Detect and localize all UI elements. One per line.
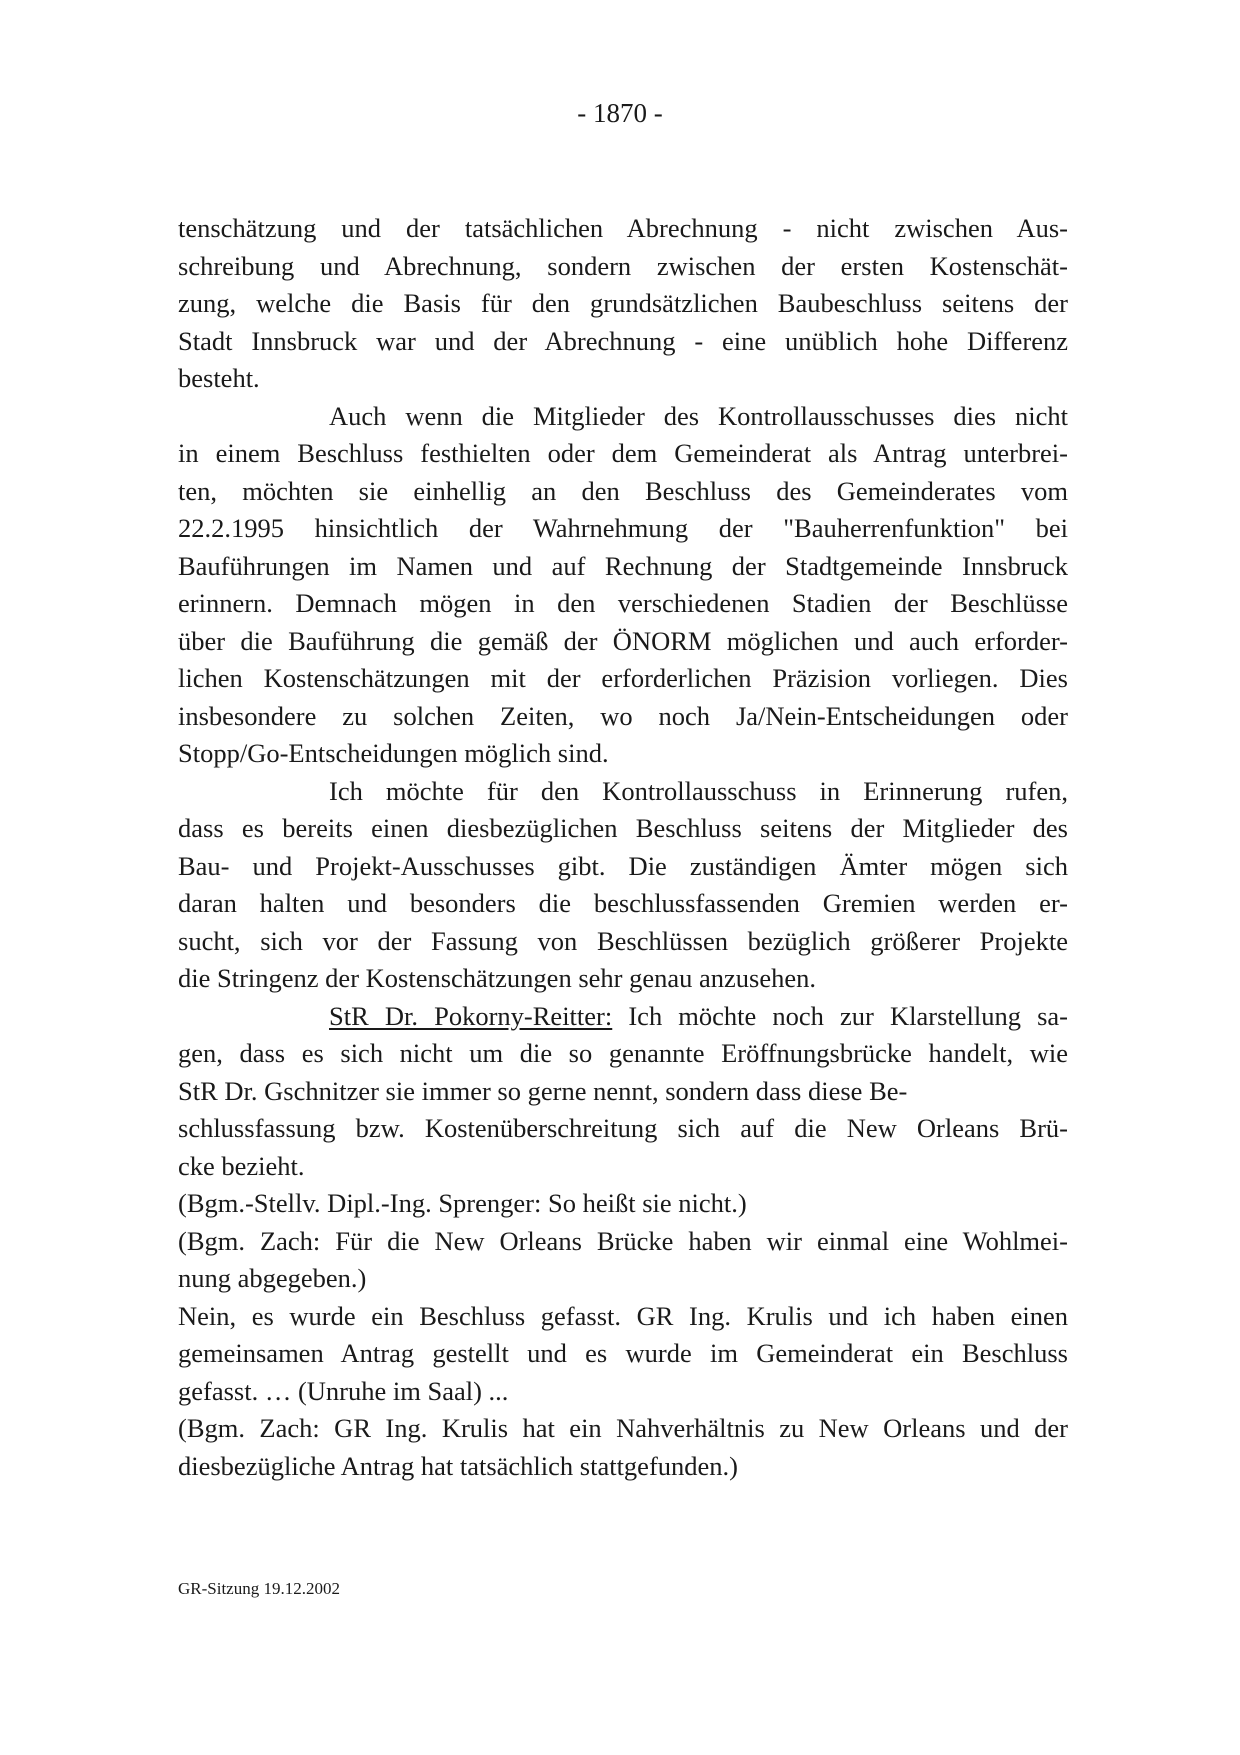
line-text: gemeinsamen Antrag gestellt und es wurde im Gemeinderat ein Beschluss <box>178 1338 1068 1368</box>
line-text: Bau- und Projekt-Ausschusses gibt. Die zuständigen Ämter mögen sich <box>178 850 1068 881</box>
text-line <box>178 435 1068 473</box>
text-line <box>178 960 1068 998</box>
line-text: diesbezügliche Antrag hat tatsächlich stattgefunden.) <box>178 1450 738 1481</box>
line-text: Nein, es wurde ein Beschluss gefasst. GR Ing. Krulis und ich haben einen <box>178 1300 1068 1331</box>
line-text: über die Bauführung die gemäß der ÖNORM möglichen und auch erforder- <box>178 625 1068 656</box>
line-text: cke bezieht. <box>178 1150 305 1181</box>
text-line <box>178 585 1068 623</box>
line-text: (Bgm. Zach: Für die New Orleans Brücke haben wir einmal eine Wohlmei- <box>178 1225 1068 1256</box>
page-number: - 1870 - <box>577 98 663 128</box>
line-text: lichen Kostenschätzungen mit der erforderlichen Präzision vorliegen. Dies <box>178 663 1068 693</box>
text-line <box>178 885 1068 923</box>
line-text: Stadt Innsbruck war und der Abrechnung - eine unüblich hohe Differenz <box>178 325 1068 356</box>
footer: GR-Sitzung 19.12.2002 <box>178 1579 340 1598</box>
line-text: daran halten und besonders die beschlussfassenden Gremien werden er- <box>178 888 1068 918</box>
text-line <box>178 1185 1068 1223</box>
line-text: 22.2.1995 hinsichtlich der Wahrnehmung der "Bauherrenfunktion" bei <box>178 513 1068 543</box>
line-text: gen, dass es sich nicht um die so genannte Eröffnungsbrücke handelt, wie <box>178 1038 1068 1068</box>
text-line <box>178 1148 1068 1186</box>
line-text: schlussfassung bzw. Kostenüberschreitung sich auf die New Orleans Brü- <box>178 1113 1068 1143</box>
text-line <box>178 510 1068 548</box>
text-line <box>178 735 1068 773</box>
text-line <box>178 998 1068 1036</box>
text-line <box>178 1223 1068 1261</box>
text-line <box>178 323 1068 361</box>
text-line <box>178 623 1068 661</box>
text-line <box>178 1110 1068 1148</box>
text-line <box>178 1448 1068 1486</box>
text-line <box>178 248 1068 286</box>
line-text: Ich möchte für den Kontrollausschuss in Erinnerung rufen, <box>329 775 1068 806</box>
text-line <box>178 1410 1068 1448</box>
text-line <box>178 1335 1068 1373</box>
line-text: Auch wenn die Mitglieder des Kontrollausschusses dies nicht <box>329 400 1068 431</box>
line-text: sucht, sich vor der Fassung von Beschlüssen bezüglich größerer Projekte <box>178 925 1068 956</box>
text-line <box>178 810 1068 848</box>
line-text: dass es bereits einen diesbezüglichen Beschluss seitens der Mitglieder des <box>178 813 1068 843</box>
line-text: Bauführungen im Namen und auf Rechnung der Stadtgemeinde Innsbruck <box>178 550 1068 581</box>
text-line <box>178 210 1068 248</box>
text-line <box>178 1073 1068 1111</box>
speaker-name: StR Dr. Pokorny-Reitter: <box>329 1000 613 1031</box>
line-text: gefasst. … (Unruhe im Saal) ... <box>178 1375 509 1406</box>
text-line <box>178 773 1068 811</box>
line-text: (Bgm.-Stellv. Dipl.-Ing. Sprenger: So heißt sie nicht.) <box>178 1188 747 1218</box>
line-text: die Stringenz der Kostenschätzungen sehr genau anzusehen. <box>178 963 816 993</box>
text-line <box>178 848 1068 886</box>
text-line <box>178 1035 1068 1073</box>
text-line <box>178 698 1068 736</box>
text-line <box>178 1373 1068 1411</box>
text-line <box>178 473 1068 511</box>
line-text: zung, welche die Basis für den grundsätzlichen Baubeschluss seitens der <box>178 288 1068 318</box>
body-text <box>178 210 1068 1485</box>
text-line <box>178 1260 1068 1298</box>
line-text: tenschätzung und der tatsächlichen Abrechnung - nicht zwischen Aus- <box>178 213 1068 243</box>
line-text: besteht. <box>178 363 260 393</box>
line-text: StR Dr. Gschnitzer sie immer so gerne nennt, sondern dass diese Be- <box>178 1075 908 1106</box>
line-text: Ich möchte noch zur Klarstellung sa- <box>612 1000 1068 1031</box>
text-line <box>178 285 1068 323</box>
line-text: erinnern. Demnach mögen in den verschiedenen Stadien der Beschlüsse <box>178 588 1068 618</box>
text-line <box>178 548 1068 586</box>
line-text: Stopp/Go-Entscheidungen möglich sind. <box>178 738 609 768</box>
line-text: (Bgm. Zach: GR Ing. Krulis hat ein Nahverhältnis zu New Orleans und der <box>178 1413 1068 1443</box>
line-text: schreibung und Abrechnung, sondern zwischen der ersten Kostenschät- <box>178 250 1068 281</box>
text-line <box>178 660 1068 698</box>
text-line <box>178 360 1068 398</box>
line-text: ten, möchten sie einhellig an den Beschluss des Gemeinderates vom <box>178 475 1068 506</box>
line-text: in einem Beschluss festhielten oder dem Gemeinderat als Antrag unterbrei- <box>178 438 1068 468</box>
text-line <box>178 1298 1068 1336</box>
text-line <box>178 398 1068 436</box>
line-text: nung abgegeben.) <box>178 1263 367 1293</box>
line-text: insbesondere zu solchen Zeiten, wo noch Ja/Nein-Entscheidungen oder <box>178 700 1068 731</box>
text-line <box>178 923 1068 961</box>
